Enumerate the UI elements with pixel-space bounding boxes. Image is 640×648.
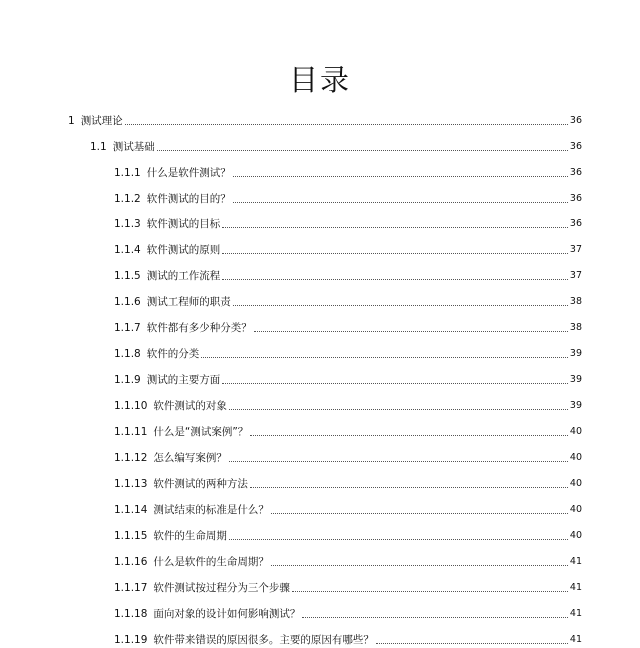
- leader-dots: [302, 617, 568, 618]
- leader-dots: [233, 202, 568, 203]
- toc-entry-number: 1.1.5: [114, 270, 141, 282]
- toc-entry-text: 软件测试按过程分为三个步骤: [153, 582, 290, 594]
- toc-entry-page: 41: [569, 634, 582, 645]
- leader-dots: [292, 591, 568, 592]
- leader-dots: [271, 513, 568, 514]
- toc-entry-page: 39: [569, 348, 582, 359]
- toc-entry-text: 软件测试的目标: [146, 218, 221, 230]
- leader-dots: [250, 435, 568, 436]
- toc-entry[interactable]: [68, 108, 582, 128]
- toc-entry-number: 1.1.14: [114, 504, 148, 516]
- toc-entry[interactable]: [114, 575, 582, 595]
- toc-entry-number: 1.1.9: [114, 374, 141, 386]
- toc-entry-page: 39: [569, 374, 582, 385]
- toc-entry[interactable]: [114, 549, 582, 569]
- toc-entry-number: 1.1.10: [114, 400, 148, 412]
- toc-entry-page: 38: [569, 322, 582, 333]
- toc-entry-page: 40: [569, 530, 582, 541]
- toc-entry-text: 软件测试的对象: [153, 400, 227, 412]
- toc-entry-text: 软件测试的原则: [146, 244, 221, 256]
- toc-entry-text: 怎么编写案例？: [153, 452, 227, 464]
- toc-entry-text: 软件都有多少种分类？: [146, 322, 252, 334]
- leader-dots: [229, 539, 568, 540]
- toc-entry-text: 软件测试的目的？: [146, 193, 231, 205]
- toc-entry[interactable]: [114, 523, 582, 543]
- toc-entry[interactable]: [114, 211, 582, 231]
- toc-entry-text: 什么是软件的生命周期？: [153, 556, 269, 568]
- toc-entry-text: 软件的生命周期: [153, 530, 227, 542]
- toc-entry-number: 1.1.19: [114, 634, 148, 646]
- leader-dots: [201, 357, 568, 358]
- toc-entry-text: 软件带来错误的原因很多。主要的原因有哪些？: [153, 634, 374, 646]
- toc-entry-text: 测试工程师的职责: [146, 296, 231, 308]
- toc-entry-text: 测试基础: [112, 141, 155, 153]
- toc-entry-number: 1.1.11: [114, 426, 148, 438]
- toc-entry-number: 1.1.17: [114, 582, 148, 594]
- toc-entry-number: 1.1.8: [114, 348, 141, 360]
- toc-entry-page: 36: [569, 141, 582, 152]
- toc-entry-text: 面向对象的设计如何影响测试？: [153, 608, 301, 620]
- toc-entry-text: 测试理论: [80, 115, 123, 127]
- toc-entry-page: 37: [569, 244, 582, 255]
- toc-entry[interactable]: [114, 341, 582, 361]
- page-title: 目录: [288, 63, 351, 97]
- toc-entry[interactable]: [114, 315, 582, 335]
- toc-entry[interactable]: [114, 445, 582, 465]
- toc-entry-page: 36: [569, 193, 582, 204]
- leader-dots: [233, 305, 568, 306]
- toc-entry-number: 1.1.13: [114, 478, 148, 490]
- leader-dots: [233, 176, 568, 177]
- toc-entry-number: 1.1.15: [114, 530, 148, 542]
- toc-entry-page: 41: [569, 608, 582, 619]
- leader-dots: [229, 409, 568, 410]
- toc-entry-page: 40: [569, 504, 582, 515]
- leader-dots: [229, 461, 568, 462]
- toc-entry[interactable]: [114, 367, 582, 387]
- toc-entry[interactable]: [114, 237, 582, 257]
- toc-entry-text: 什么是软件测试？: [146, 167, 231, 179]
- toc-entry-page: 40: [569, 426, 582, 437]
- toc-entry-number: 1.1.12: [114, 452, 148, 464]
- toc-entry[interactable]: [114, 419, 582, 439]
- leader-dots: [222, 227, 568, 228]
- leader-dots: [250, 487, 568, 488]
- toc-entry[interactable]: [114, 263, 582, 283]
- toc-entry[interactable]: [114, 601, 582, 621]
- toc-entry[interactable]: [114, 627, 582, 647]
- toc-entry-number: 1.1.2: [114, 193, 141, 205]
- toc-entry-text: 测试结束的标准是什么？: [153, 504, 269, 516]
- toc-entry-number: 1.1.6: [114, 296, 141, 308]
- toc-entry[interactable]: [114, 160, 582, 180]
- leader-dots: [157, 150, 568, 151]
- toc-entry-number: 1.1.3: [114, 218, 141, 230]
- leader-dots: [254, 331, 568, 332]
- toc-entry-number: 1.1.4: [114, 244, 141, 256]
- toc-entry-page: 36: [569, 167, 582, 178]
- toc-entry-text: 软件测试的两种方法: [153, 478, 248, 490]
- toc-entry-number: 1.1: [90, 141, 107, 153]
- leader-dots: [271, 565, 568, 566]
- toc-entry-page: 40: [569, 478, 582, 489]
- toc-entry[interactable]: [114, 186, 582, 206]
- toc-entry[interactable]: [114, 393, 582, 413]
- leader-dots: [376, 643, 568, 644]
- toc-entry-page: 40: [569, 452, 582, 463]
- toc-entry-text: 测试的主要方面: [146, 374, 221, 386]
- toc-entry-page: 37: [569, 270, 582, 281]
- toc-entry[interactable]: [114, 289, 582, 309]
- toc-entry-text: 软件的分类: [146, 348, 200, 360]
- toc-entry-page: 36: [569, 115, 582, 126]
- toc-entry[interactable]: [114, 497, 582, 517]
- leader-dots: [222, 383, 568, 384]
- toc-entry-text: 测试的工作流程: [146, 270, 221, 282]
- toc-entry-number: 1.1.7: [114, 322, 141, 334]
- toc-entry-number: 1.1.16: [114, 556, 148, 568]
- toc-entry-number: 1: [68, 115, 75, 127]
- toc-entry[interactable]: [114, 471, 582, 491]
- toc-entry-number: 1.1.18: [114, 608, 148, 620]
- leader-dots: [125, 124, 568, 125]
- leader-dots: [222, 253, 568, 254]
- leader-dots: [222, 279, 568, 280]
- toc-entry-page: 41: [569, 556, 582, 567]
- toc-entry-number: 1.1.1: [114, 167, 141, 179]
- toc-entry[interactable]: [90, 134, 582, 154]
- toc-entry-page: 39: [569, 400, 582, 411]
- toc-entry-text: 什么是“测试案例”？: [153, 426, 249, 438]
- toc-entry-page: 36: [569, 218, 582, 229]
- toc-entry-page: 38: [569, 296, 582, 307]
- toc-entry-page: 41: [569, 582, 582, 593]
